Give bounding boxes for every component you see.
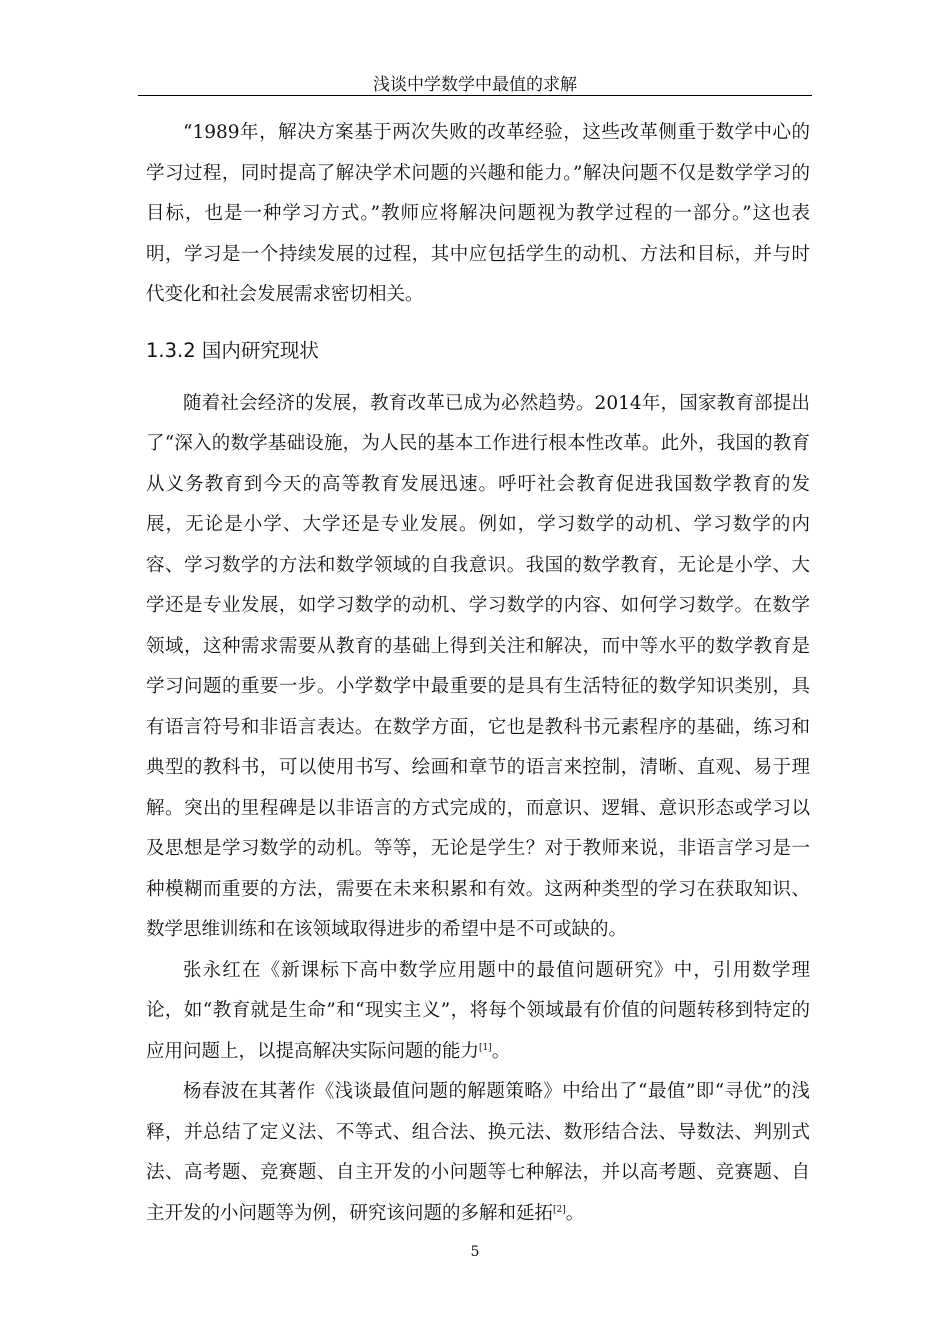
paragraph-text: 杨春波在其著作《浅谈最值问题的解题策略》中给出了“最值”即“寻优”的浅释，并总结了定义法、不等式、组合法、换元法、数形结合法、导数法、判别式法、高考题、竞赛题、自主开发的小问题等七种解法，并以高考题、竞赛题、自主开发的小问题等为例，研究该问题的多解和延拓 <box>146 1081 810 1224</box>
running-header-title: 浅谈中学数学中最值的求解 <box>373 75 577 95</box>
paragraph-text: 张永红在《新课标下高中数学应用题中的最值问题研究》中，引用数学理论，如“教育就是生命”和“现实主义”，将每个领域最有价值的问题转移到特定的应用问题上，以提高解决实际问题的能力 <box>146 959 810 1062</box>
paragraph-end-punct: 。 <box>565 1202 585 1224</box>
page-number: 5 <box>470 1244 480 1260</box>
section-heading: 1.3.2 国内研究现状 <box>146 338 319 362</box>
paragraph-end-punct: 。 <box>491 1040 511 1062</box>
paragraph-zhang-yonghong <box>146 951 810 1073</box>
paragraph-yang-chunbo <box>146 1072 810 1234</box>
paragraph-domestic-research: 随着社会经济的发展，教育改革已成为必然趋势。2014年，国家教育部提出了“深入的数学基础设施，为人民的基本工作进行根本性改革。此外，我国的教育从义务教育到今天的高等教育发展迅速。呼吁社会教育促进我国数学教育的发展，无论是小学、大学还是专业发展。例如，学习数学的动机、学习数学的内容、学习数学的方法和数学领域的自我意识。我国的数学教育，无论是小学、大学还是专业发展，如学习数学的动机、学习数学的内容、如何学习数学。在数学领域，这种需求需要从教育的基础上得到关注和解决，而中等水平的数学教育是学习问题的重要一步。小学数学中最重要的是具有生活特征的数学知识类别，具有语言符号和非语言表达。在数学方面，它也是教科书元素程序的基础，练习和典型的教科书，可以使用书写、绘画和章节的语言来控制，清晰、直观、易于理解。突出的里程碑是以非语言的方式完成的，而意识、逻辑、意识形态或学习以及思想是学习数学的动机。等等，无论是学生？对于教师来说，非语言学习是一种模糊而重要的方法，需要在未来积累和有效。这两种类型的学习在获取知识、数学思维训练和在该领域取得进步的希望中是不可或缺的。 <box>146 392 810 940</box>
paragraph-quote-1989: “1989年，解决方案基于两次失败的改革经验，这些改革侧重于数学中心的学习过程，同时提高了解决学术问题的兴趣和能力。”解决问题不仅是数学学习的目标，也是一种学习方式。”教师应将解决问题视为教学过程的一部分。”这也表明，学习是一个持续发展的过程，其中应包括学生的动机、方法和目标，并与时代变化和社会发展需求密切相关。 <box>146 122 810 305</box>
document-body <box>146 113 810 1234</box>
citation-link-1[interactable]: [1] <box>479 1042 492 1053</box>
citation-link-2[interactable]: [2] <box>553 1204 566 1215</box>
header-divider <box>138 95 812 96</box>
